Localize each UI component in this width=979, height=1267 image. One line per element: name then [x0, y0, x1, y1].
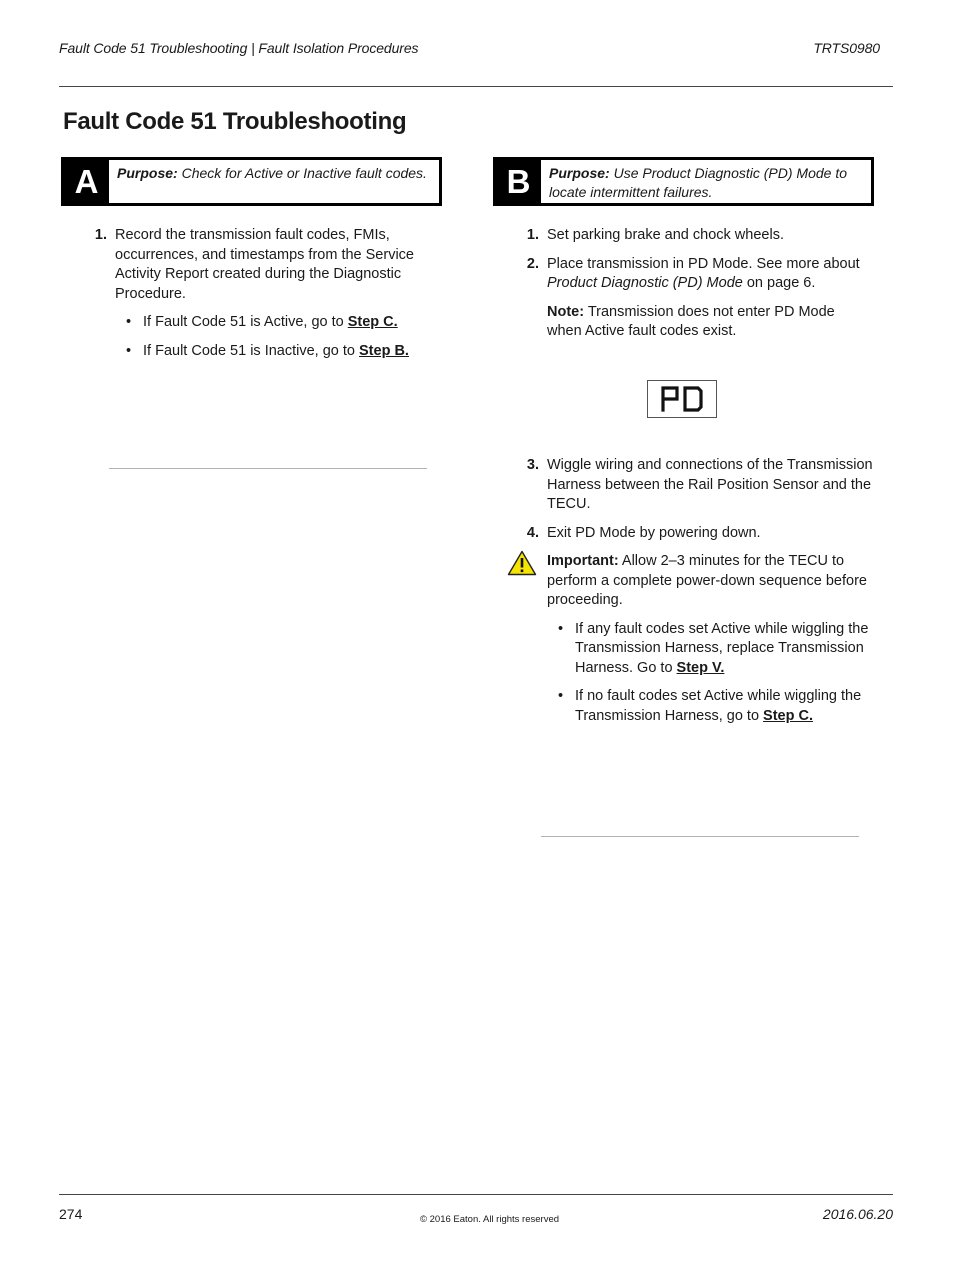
note-label: Note:	[547, 303, 585, 320]
step-c-link[interactable]: Step C.	[347, 314, 398, 330]
step-c-link[interactable]: Step C.	[763, 707, 813, 724]
pd-display	[647, 380, 717, 418]
step-b-body-bottom	[515, 456, 873, 735]
page-number: 274	[59, 1206, 83, 1222]
step-a-purpose-label: Purpose:	[117, 165, 178, 181]
bullet-dot: •	[558, 688, 564, 704]
important-label: Important:	[547, 553, 619, 569]
step-b-purpose-text: Use Product Diagnostic (PD) Mode to locate intermittent failures.	[549, 165, 848, 200]
warning-icon	[507, 550, 537, 576]
step-b-end-divider	[541, 836, 859, 837]
item-text-tail: on page 6.	[742, 275, 816, 291]
step-a-end-divider	[109, 468, 427, 469]
step-a-purpose	[109, 160, 439, 203]
bullet-text: If any fault codes set Active while wiggling the Transmission Harness, replace Transmission Harness. Go to	[575, 620, 869, 676]
item-number: 1.	[526, 227, 539, 243]
step-b-letter: B	[506, 162, 531, 200]
footer-rule	[59, 1194, 893, 1195]
step-b-item-4	[515, 524, 873, 544]
header-doc-id: TRTS0980	[813, 40, 880, 56]
important-notice	[515, 552, 873, 611]
step-b-item-3	[515, 456, 873, 515]
item-text: Wiggle wiring and connections of the Transmission Harness between the Rail Position Sensor and the TECU.	[547, 457, 873, 512]
bullet-text: If Fault Code 51 is Inactive, go to	[143, 342, 360, 359]
step-a-bullet-2	[83, 342, 428, 362]
item-number: 1.	[94, 227, 107, 243]
step-a-letter: A	[74, 162, 99, 200]
page-title: Fault Code 51 Troubleshooting	[63, 108, 407, 135]
bullet-text: If no fault codes set Active while wiggling the Transmission Harness, go to	[575, 688, 862, 724]
bullet-dot: •	[126, 342, 132, 359]
step-a-header	[61, 157, 442, 206]
header-rule	[59, 86, 893, 87]
step-b-item-2	[515, 255, 873, 294]
item-number: 4.	[526, 524, 539, 541]
bullet-dot: •	[558, 620, 564, 637]
item-text: Exit PD Mode by powering down.	[547, 524, 761, 541]
item-text: Set parking brake and chock wheels.	[547, 227, 784, 243]
pd-segment-glyphs	[658, 385, 706, 413]
bullet-dot: •	[126, 314, 132, 330]
step-b-note	[515, 303, 873, 342]
step-a-bullet-1	[83, 313, 428, 333]
note-text: Transmission does not enter PD Mode when Active fault codes exist.	[547, 303, 835, 339]
step-b-body-top	[515, 226, 873, 351]
item-number: 2.	[526, 255, 539, 272]
header-section-title: Fault Code 51 Troubleshooting | Fault Isolation Procedures	[59, 40, 419, 56]
step-b-header	[493, 157, 874, 206]
step-b-bullet-2	[515, 687, 873, 726]
step-a-body	[83, 226, 428, 370]
step-b-item-1	[515, 226, 873, 246]
copyright: © 2016 Eaton. All rights reserved	[419, 1214, 560, 1225]
important-text: Allow 2–3 minutes for the TECU to perform a complete power-down sequence before proceeding.	[547, 553, 867, 608]
step-b-purpose	[541, 160, 871, 203]
step-b-purpose-label: Purpose:	[549, 165, 610, 181]
step-b-link[interactable]: Step B.	[359, 342, 409, 359]
item-number: 3.	[526, 457, 539, 473]
step-v-link[interactable]: Step V.	[676, 659, 725, 676]
step-a-purpose-text: Check for Active or Inactive fault codes.	[177, 165, 427, 181]
step-a-item-1	[83, 226, 428, 304]
bullet-text: If Fault Code 51 is Active, go to	[143, 314, 348, 330]
revision-date: 2016.06.20	[822, 1206, 893, 1222]
item-text: Record the transmission fault codes, FMIs, occurrences, and timestamps from the Service Activity Report created during the Diagnostic Procedure.	[115, 227, 414, 302]
step-b-bullet-1	[515, 620, 873, 679]
pd-mode-reference[interactable]: Product Diagnostic (PD) Mode	[547, 275, 743, 291]
item-text: Place transmission in PD Mode. See more about	[547, 255, 860, 272]
